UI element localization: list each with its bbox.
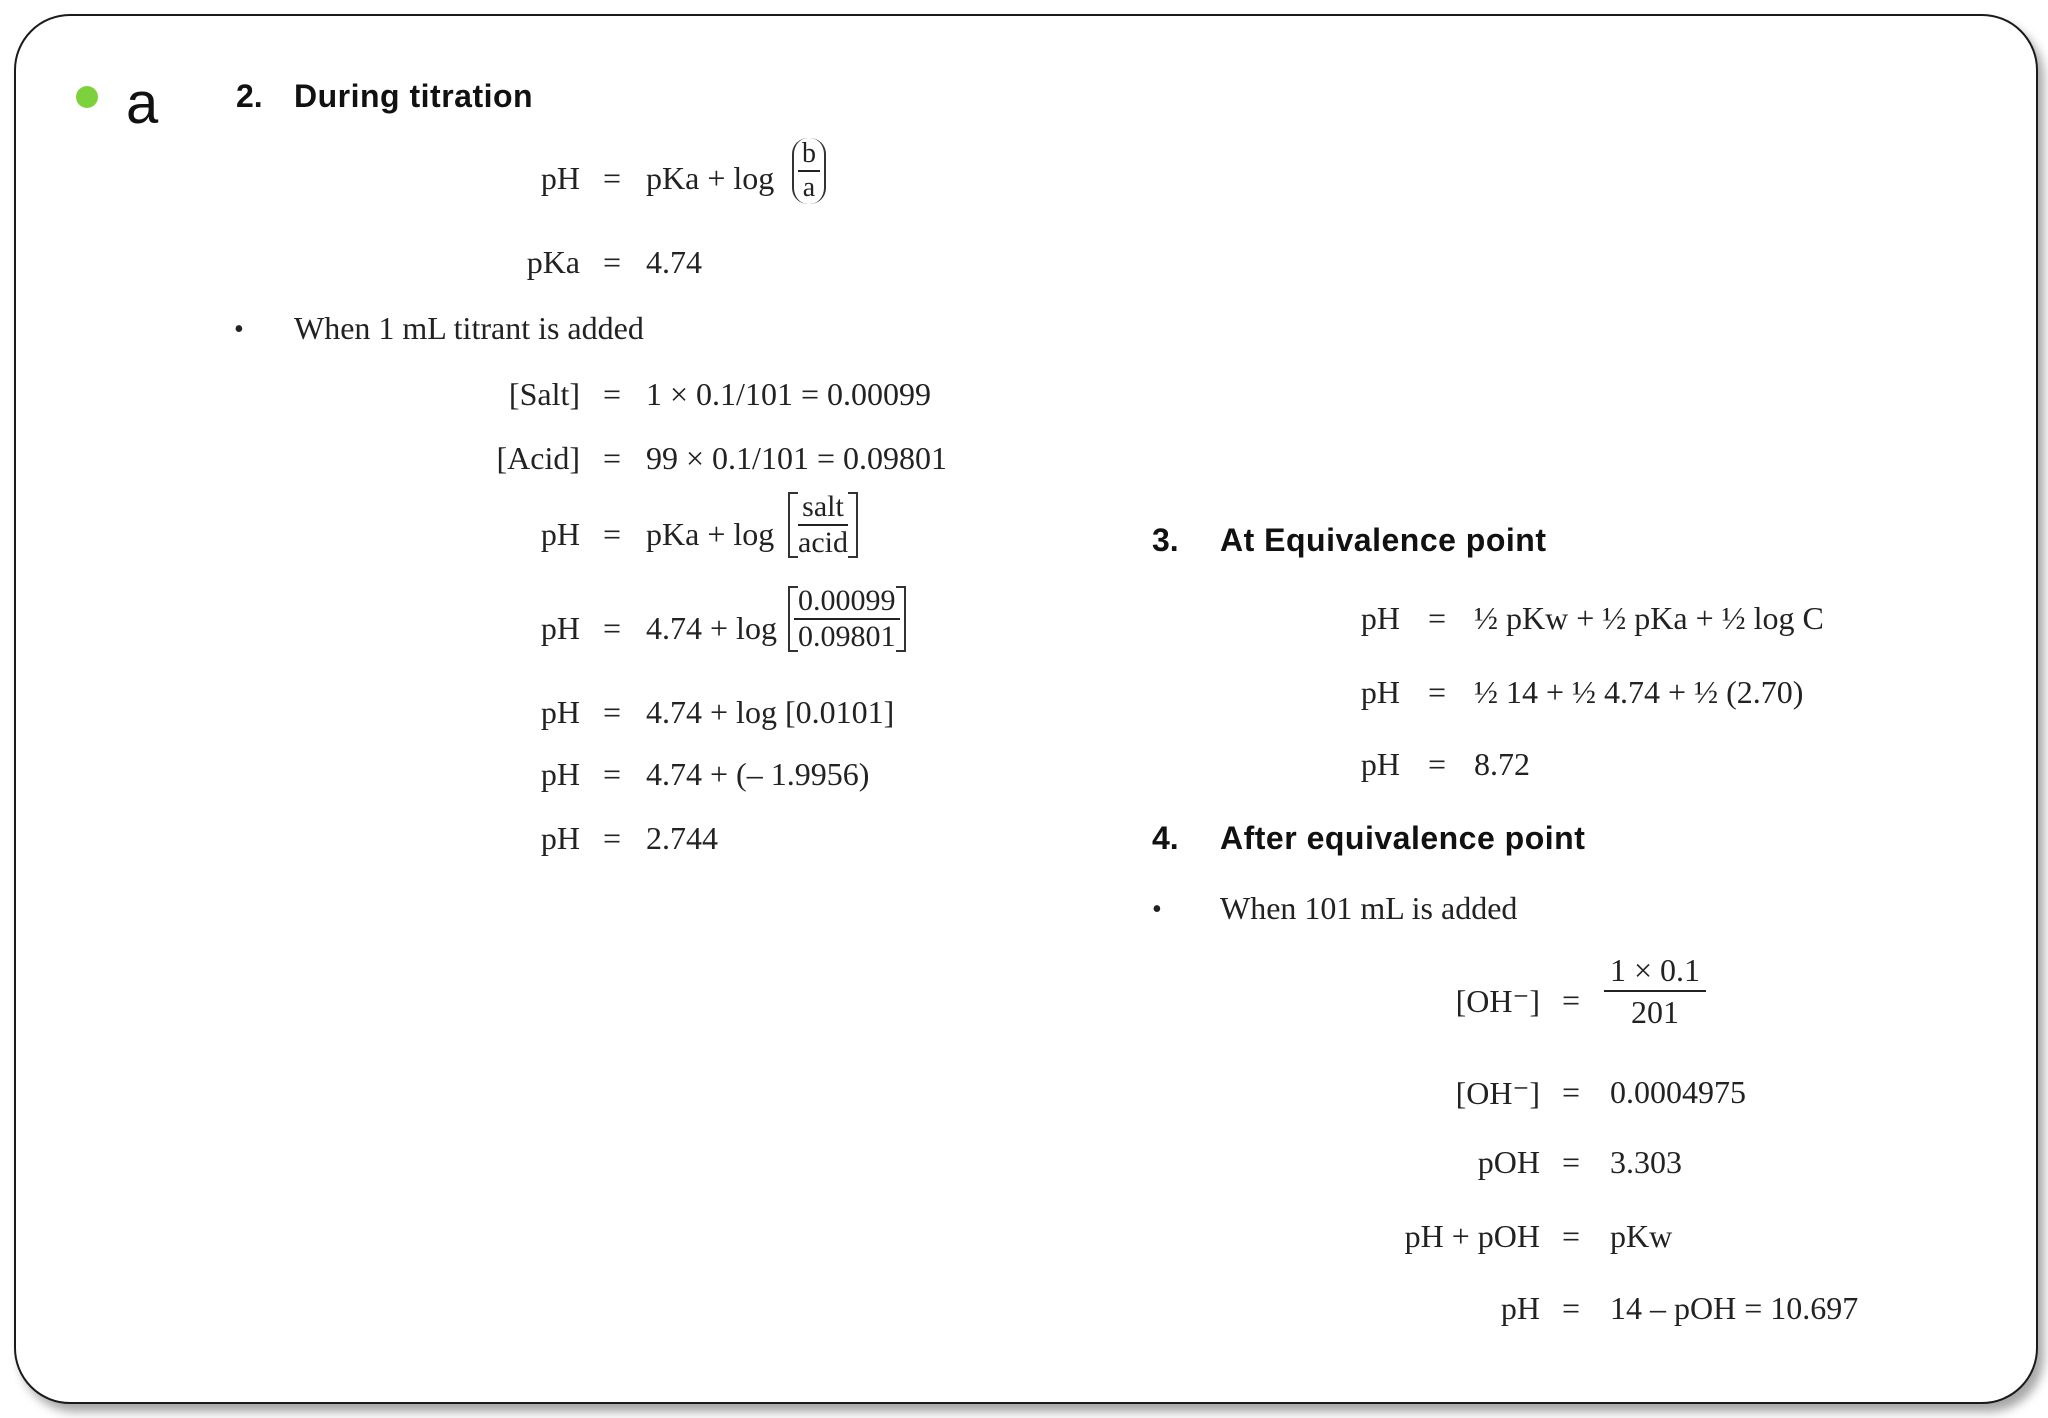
- eq6-lhs: pH: [540, 756, 580, 792]
- eq3-fraction: [788, 492, 858, 558]
- eq4-rhs: 4.74 + log: [646, 610, 777, 646]
- acid-rhs: 99 × 0.1/101 = 0.09801: [646, 440, 947, 476]
- pka-lhs: pKa: [526, 244, 580, 280]
- eq7-equals: =: [603, 820, 622, 856]
- salt-rhs: 1 × 0.1/101 = 0.00099: [646, 376, 931, 412]
- eq1-numerator: b: [798, 140, 820, 172]
- eq3-rhs: pKa + log: [646, 516, 775, 552]
- acid-lhs: [Acid]: [496, 440, 580, 476]
- acid-equals: =: [603, 440, 622, 476]
- oh1-denominator: 201: [1631, 994, 1680, 1030]
- r-eq3-lhs: pH: [1360, 746, 1400, 782]
- eq4-equals: =: [603, 610, 622, 646]
- right-bullet-icon: •: [1152, 894, 1162, 925]
- eq1-lhs: pH: [540, 160, 580, 196]
- section-4-number: 4.: [1152, 820, 1179, 856]
- oh1-lhs: [OH⁻]: [1455, 983, 1540, 1019]
- oh1-equals: =: [1562, 982, 1581, 1018]
- eq4-lhs: pH: [540, 610, 580, 646]
- eq1-fraction: [792, 138, 826, 204]
- poh-lhs: pOH: [1477, 1144, 1540, 1180]
- pka-equals: =: [603, 244, 622, 280]
- eq7-rhs: 2.744: [646, 820, 718, 856]
- eq3-denominator: acid: [798, 526, 848, 559]
- r-eq3-rhs: 8.72: [1474, 746, 1530, 782]
- oh1-fraction: [1604, 954, 1706, 1028]
- eq3-lhs: pH: [540, 516, 580, 552]
- bullet-dot-icon: [76, 86, 98, 108]
- section-4-title: After equivalence point: [1220, 820, 1586, 856]
- ph-final-equals: =: [1562, 1290, 1581, 1326]
- section-2-title: During titration: [294, 78, 534, 114]
- r-eq2-lhs: pH: [1360, 674, 1400, 710]
- section-2-number: 2.: [236, 78, 263, 114]
- oh2-equals: =: [1562, 1074, 1581, 1110]
- left-bullet-icon: •: [234, 314, 244, 345]
- right-bullet-text: When 101 mL is added: [1220, 890, 1518, 926]
- salt-lhs: [Salt]: [508, 376, 580, 412]
- sum-lhs: pH + pOH: [1404, 1218, 1540, 1254]
- sum-rhs: pKw: [1610, 1218, 1673, 1254]
- r-eq1-rhs: ½ pKw + ½ pKa + ½ log C: [1474, 600, 1824, 636]
- eq5-equals: =: [603, 694, 622, 730]
- bullet-letter: a: [126, 71, 159, 136]
- eq5-rhs: 4.74 + log [0.0101]: [646, 694, 895, 730]
- r-eq1-equals: =: [1428, 600, 1447, 636]
- left-bullet-text: When 1 mL titrant is added: [294, 310, 644, 346]
- r-eq3-equals: =: [1428, 746, 1447, 782]
- oh2-lhs: [OH⁻]: [1455, 1075, 1540, 1111]
- sum-equals: =: [1562, 1218, 1581, 1254]
- ph-final-rhs: 14 – pOH = 10.697: [1610, 1290, 1859, 1326]
- oh1-numerator: 1 × 0.1: [1604, 954, 1706, 992]
- section-3-number: 3.: [1152, 522, 1179, 558]
- ph-final-lhs: pH: [1500, 1290, 1540, 1326]
- eq1-equals: =: [603, 160, 622, 196]
- section-3-title: At Equivalence point: [1220, 522, 1547, 558]
- eq6-equals: =: [603, 756, 622, 792]
- eq4-denominator: 0.09801: [798, 620, 896, 653]
- eq4-fraction: [788, 586, 906, 652]
- salt-equals: =: [603, 376, 622, 412]
- eq1-rhs: pKa + log: [646, 160, 775, 196]
- eq7-lhs: pH: [540, 820, 580, 856]
- eq3-numerator: salt: [798, 492, 848, 526]
- r-eq1-lhs: pH: [1360, 600, 1400, 636]
- eq5-lhs: pH: [540, 694, 580, 730]
- poh-rhs: 3.303: [1610, 1144, 1682, 1180]
- pka-value: 4.74: [646, 244, 702, 280]
- r-eq2-rhs: ½ 14 + ½ 4.74 + ½ (2.70): [1474, 674, 1804, 710]
- eq6-rhs: 4.74 + (– 1.9956): [646, 756, 870, 792]
- eq1-denominator: a: [802, 172, 816, 203]
- poh-equals: =: [1562, 1144, 1581, 1180]
- r-eq2-equals: =: [1428, 674, 1447, 710]
- eq4-numerator: 0.00099: [794, 586, 900, 620]
- eq3-equals: =: [603, 516, 622, 552]
- oh2-rhs: 0.0004975: [1610, 1074, 1746, 1110]
